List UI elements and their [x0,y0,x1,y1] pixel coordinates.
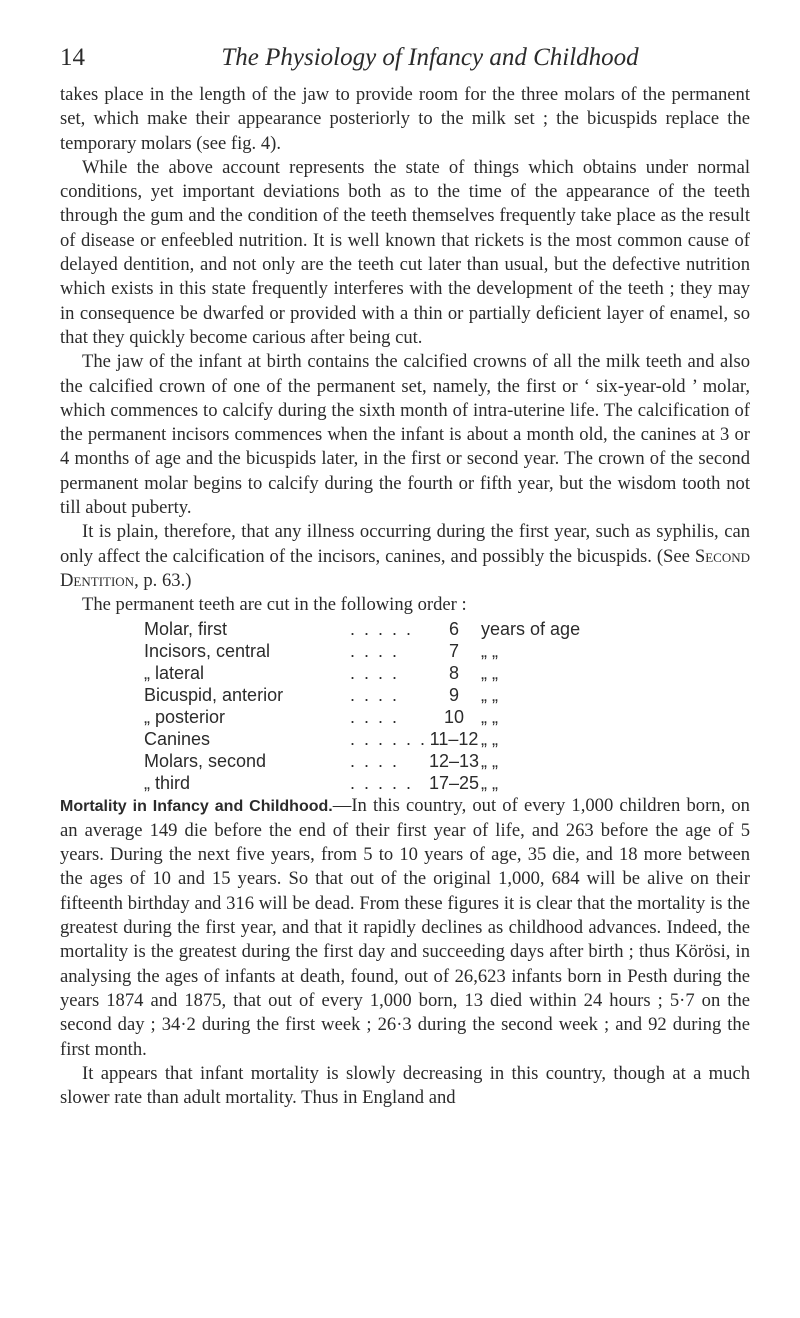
tooth-name: „ posterior [144,706,226,727]
eruption-age: 10 [444,706,465,727]
tooth-name: Molar, first [144,618,228,639]
page-number: 14 [60,44,85,71]
age-unit: „ „ [481,750,499,771]
age-unit: „ „ [481,640,499,661]
leader-dots: . . . . . . [350,728,428,749]
leader-dots: . . . . . [350,772,414,793]
tooth-name: „ third [144,772,191,793]
cross-reference-page: , p. 63.) [134,569,192,591]
body-text [60,83,750,1110]
running-title: The Physiology of Infancy and Childhood [221,44,639,71]
table-row [144,728,631,750]
eruption-order-table [144,618,631,794]
leader-dots: . . . . . [350,618,414,639]
eruption-age: 12–13 [428,750,480,771]
eruption-age: 9 [449,684,460,705]
leader-dots: . . . . [350,684,400,705]
paragraph-decreasing: It appears that infant mortality is slowly decreasing in this country, though at a much slower rate than adult mortality. Thus in England and [60,1062,750,1109]
eruption-age: 7 [449,640,460,661]
table-row [144,662,631,684]
age-unit: „ „ [481,728,499,749]
section-heading: Mortality in Infancy and Childhood. [60,797,333,815]
paragraph-illness [60,520,750,593]
eruption-age: 11–12 [429,728,479,749]
tooth-name: Incisors, central [144,640,271,661]
eruption-age: 8 [449,662,460,683]
leader-dots: . . . . [350,640,400,661]
leader-dots: . . . . [350,662,400,683]
age-unit: „ „ [481,684,499,705]
paragraph-calcification: The jaw of the infant at birth contains the calcified crowns of all the milk teeth and also the calcified crown of one of the permanent set, namely, the first or ‘ six-year-old ’ molar, which commences to calcify during the sixth month of intra-uterine life. The calcification of the permanent incisors commences when the infant is about a month old, the canines at 3 or 4 months of age and the bicuspids later, in the first or second year. The crown of the second permanent molar begins to calcify during the fourth or fifth year, but the wisdom tooth not till about puberty. [60,351,750,519]
paragraph-deviations: While the above account represents the state of things which obtains under normal conditions, yet important deviations both as to the time of the appearance of the teeth through the gum and the condition of the teeth themselves frequently take place as the result of disease or enfeebled nutrition. It is well known that rickets is the most common cause of delayed dentition, and not only are the teeth cut later than usual, but the defective nutrition which exists in this state frequently interferes with the development of the teeth ; they may in consequence be dwarfed or provided with a thin or partially deficient layer of enamel, so that they quickly become carious after being cut. [60,156,750,348]
table-row [144,706,631,728]
table-row [144,640,631,662]
table-row [144,684,631,706]
eruption-age: 6 [449,618,460,639]
paragraph-order-intro: The permanent teeth are cut in the following order : [82,594,467,616]
tooth-name: Bicuspid, anterior [144,684,284,705]
page-header [60,44,750,84]
leader-dots: . . . . [350,750,400,771]
mortality-text: —In this country, out of every 1,000 children born, on an average 149 die before the end of their first year of life, and 263 before the age of 5 years. During the next five years, from 5 to 10 years of age, 35 die, and 18 more between the ages of 10 and 15 years. So that out of the original 1,000, 684 will be alive on their fifteenth birthday and 316 will be dead. From these figures it is clear that the mortality is the greatest during the first year, and that it rapidly declines as childhood advances. Indeed, the mortality is the greatest during the first day and succeeding days after birth ; thus Körösi, in analysing the ages of infants at death, found, out of 26,623 infants born in Pesth during the years 1874 and 1875, that out of every 1,000 born, 13 died within 24 hours ; 5·7 on the second day ; 34·2 during the first week ; 26·3 during the second week ; and 92 during the first month. [60,794,750,1060]
table-row [144,772,631,794]
leader-dots: . . . . [350,706,400,727]
age-unit: „ „ [481,662,499,683]
table-row [144,618,631,640]
age-unit: „ „ [481,772,499,793]
paragraph-mortality [60,794,750,1062]
tooth-name: Molars, second [144,750,267,771]
eruption-age: 17–25 [428,772,480,793]
tooth-name: „ lateral [144,662,205,683]
illness-text: It is plain, therefore, that any illness occurring during the first year, such as syphilis, can only affect the calcification of the incisors, canines, and possibly the bicuspids. (See [60,521,750,567]
tooth-name: Canines [144,728,211,749]
table-row [144,750,631,772]
age-unit: „ „ [481,706,499,727]
cross-reference: Second Dentition [60,545,750,591]
paragraph-continuation: takes place in the length of the jaw to provide room for the three molars of the permanent set, which make their appearance posteriorly to the milk set ; the bicuspids replace the temporary molars (see fig. 4). [60,84,750,154]
age-unit: years of age [481,618,581,639]
